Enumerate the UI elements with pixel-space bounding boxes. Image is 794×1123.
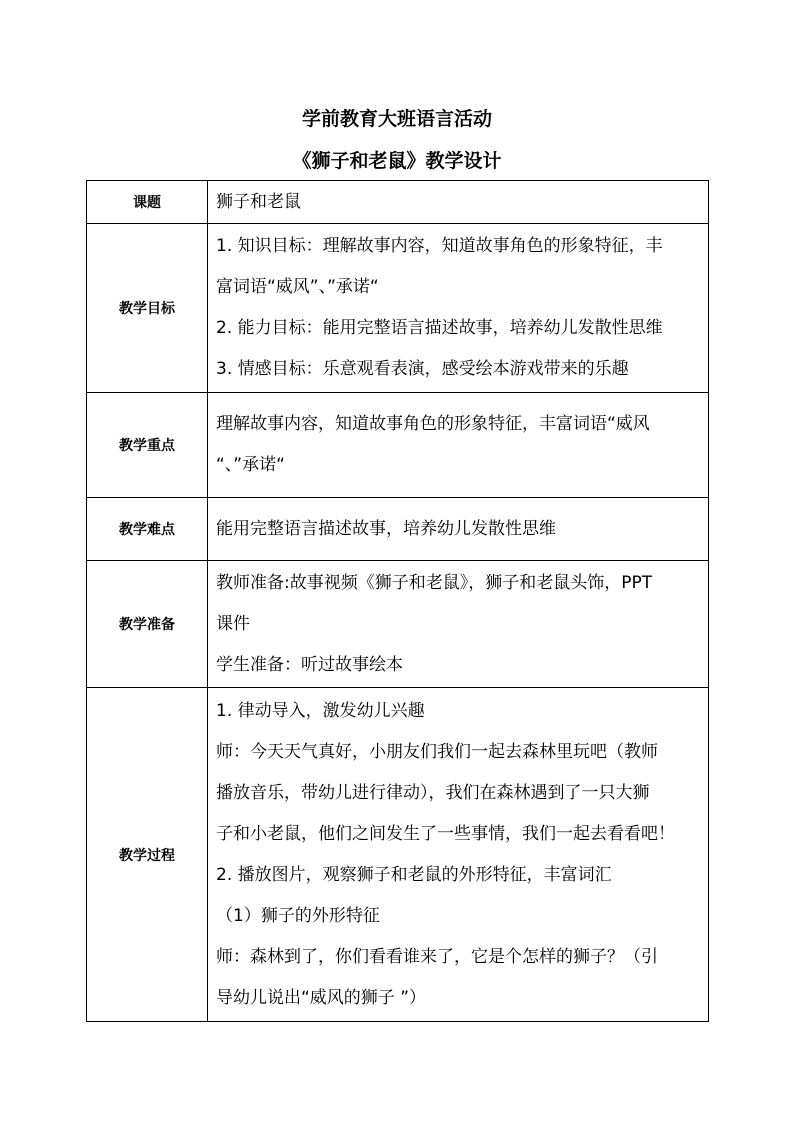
content-line: 课件 (216, 613, 250, 634)
table-row (87, 181, 709, 224)
row-label-difficulties: 教学难点 (87, 498, 208, 561)
table-row (87, 224, 709, 393)
content-line: “、”承诺“ (216, 455, 285, 475)
table-row (87, 688, 709, 1022)
row-label-preparation: 教学准备 (87, 561, 208, 688)
content-line: （1）狮子的外形特征 (216, 905, 380, 926)
content-line: 1. 律动导入，激发幼儿兴趣 (216, 700, 425, 721)
row-content-objectives (208, 224, 709, 393)
table-row (87, 393, 709, 498)
lesson-plan-table (86, 180, 709, 1022)
content-line: 2. 能力目标：能用完整语言描述故事，培养幼儿发散性思维 (216, 318, 663, 338)
row-label-key-points: 教学重点 (87, 393, 208, 498)
row-content-process (208, 688, 709, 1022)
row-content-key-points (208, 393, 709, 498)
content-line: 学生准备：听过故事绘本 (216, 654, 403, 675)
row-content-preparation (208, 561, 709, 688)
document-title: 学前教育大班语言活动 (301, 108, 492, 130)
content-line: 播放音乐，带幼儿进行律动），我们在森林遇到了一只大狮 (216, 782, 650, 803)
content-line: 狮子和老鼠 (216, 191, 301, 212)
table-row (87, 561, 709, 688)
content-line: 1. 知识目标：理解故事内容，知道故事角色的形象特征，丰 (216, 236, 663, 256)
document-subtitle: 《狮子和老鼠》教学设计 (292, 150, 502, 172)
content-line: 3. 情感目标：乐意观看表演，感受绘本游戏带来的乐趣 (216, 359, 629, 379)
row-label-process: 教学过程 (87, 688, 208, 1022)
content-line: 导幼儿说出“威风的狮子 ”） (216, 987, 427, 1008)
content-line: 能用完整语言描述故事，培养幼儿发散性思维 (216, 518, 556, 539)
content-line: 师：今天天气真好，小朋友们我们一起去森林里玩吧（教师 (216, 741, 658, 762)
row-label-topic: 课题 (87, 181, 208, 224)
content-line: 2. 播放图片，观察狮子和老鼠的外形特征，丰富词汇 (216, 864, 612, 885)
row-content-difficulties (208, 498, 709, 561)
content-line: 富词语“威风”、”承诺“ (216, 277, 379, 297)
table-row (87, 498, 709, 561)
content-line: 师：森林到了，你们看看谁来了，它是个怎样的狮子？（引 (216, 946, 658, 967)
content-line: 教师准备:故事视频《狮子和老鼠》，狮子和老鼠头饰，PPT (216, 572, 653, 593)
row-label-objectives: 教学目标 (87, 224, 208, 393)
content-line: 子和小老鼠，他们之间发生了一些事情，我们一起去看看吧！ (216, 823, 675, 844)
row-content-topic (208, 181, 709, 224)
content-line: 理解故事内容，知道故事角色的形象特征，丰富词语“威风 (216, 414, 650, 434)
